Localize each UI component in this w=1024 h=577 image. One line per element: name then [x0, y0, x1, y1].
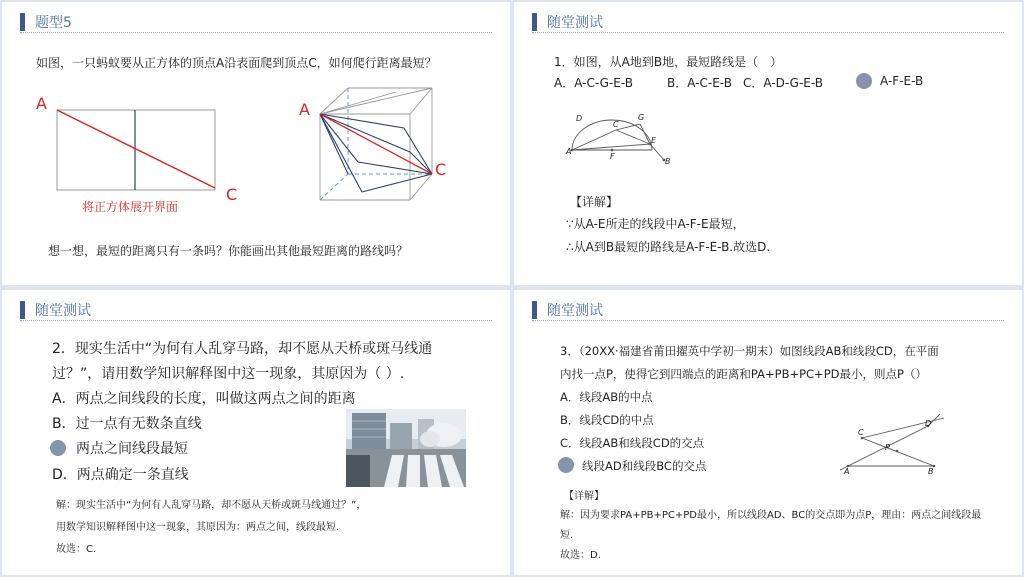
slide-title: 随堂测试 — [35, 303, 91, 319]
option-b: B．线段CD的中点 — [560, 413, 654, 427]
slide-title: 题型5 — [35, 15, 72, 31]
cube-label-c: C — [435, 160, 447, 179]
net-label-c: C — [226, 185, 238, 204]
option-b: B．过一点有无数条直线 — [52, 416, 202, 432]
fig-label-d: D — [925, 419, 932, 428]
slide-cube-problem — [2, 2, 510, 285]
slide-test-2 — [2, 290, 510, 575]
fig-label-f: F — [610, 152, 615, 161]
slide-title: 随堂测试 — [547, 15, 603, 31]
option-a: A．两点之间线段的长度，叫做这两点之间的距离 — [52, 391, 356, 407]
option-d: 线段AD和线段BC的交点 — [582, 459, 707, 473]
cube-label-a: A — [299, 100, 310, 119]
option-b: B．A-C-E-B — [667, 76, 732, 90]
detail-line-1: ∵从A-E所走的线段中A-F-E最短， — [566, 217, 745, 231]
header-accent-bar — [20, 301, 25, 319]
option-d: A-F-E-B — [880, 74, 924, 88]
fig-label-p: P — [885, 443, 890, 452]
question-text: 如图，一只蚂蚁要从正方体的顶点A沿表面爬到顶点C，如何爬行距离最短？ — [36, 56, 437, 70]
fig-label-a: A — [566, 147, 572, 156]
option-c: C．A-D-G-E-B — [743, 76, 824, 90]
question-line-1: 3．（20XX·福建省莆田擢英中学初一期末）如图线段AB和线段CD，在平面 — [560, 344, 939, 358]
explanation-line-1: 解：现实生活中“为何有人乱穿马路，却不愿从天桥或斑马线通过？”， — [56, 500, 367, 511]
detail-line-2: ∴从A到B最短的路线是A-F-E-B.故选D. — [566, 240, 771, 254]
fig-label-e: E — [651, 136, 657, 145]
answer-marker-icon — [50, 440, 66, 456]
option-c: C．线段AB和线段CD的交点 — [560, 436, 705, 450]
option-d: D．两点确定一条直线 — [52, 467, 189, 483]
explanation-line-1: 解：因为要求PA+PB+PC+PD最小，所以线段AD、BC的交点即为点P，理由：两点之间线段最 — [560, 510, 982, 521]
question-line-2: 内找一点P，使得它到四端点的距离和PA+PB+PC+PD最小，则点P（） — [560, 367, 927, 381]
segments-figure — [514, 290, 1022, 575]
fig-label-a: A — [844, 467, 850, 476]
fig-label-c: C — [613, 120, 619, 129]
slide-header — [20, 300, 91, 320]
fig-label-b: B — [665, 157, 671, 166]
explanation-line-2: 短. — [560, 530, 574, 541]
option-a: A．A-C-G-E-B — [554, 76, 633, 90]
net-caption: 将正方体展开界面 — [82, 200, 179, 214]
explanation-line-3: 故选：D. — [560, 550, 601, 561]
question-line-2: 过？”，请用数学知识解释图中这一现象，其原因为（ ）. — [52, 366, 405, 382]
slide-title: 随堂测试 — [547, 303, 603, 319]
option-c: 两点之间线段最短 — [76, 441, 188, 457]
net-label-a: A — [36, 94, 47, 113]
fig-label-c: C — [858, 428, 864, 437]
detail-heading: 【详解】 — [564, 491, 604, 502]
detail-heading: 【详解】 — [570, 195, 619, 209]
street-photo — [346, 409, 466, 487]
fig-label-b: B — [928, 467, 934, 476]
option-a: A．线段AB的中点 — [560, 390, 653, 404]
question-text: 1．如图，从A地到B地，最短路线是（ ） — [554, 55, 783, 69]
explanation-line-2: 用数学知识解释图中这一现象，其原因为：两点之间，线段最短. — [56, 522, 340, 533]
slide-test-1 — [514, 2, 1022, 285]
header-divider — [20, 320, 492, 321]
slide-test-3 — [514, 290, 1022, 575]
explanation-line-3: 故选：C. — [56, 544, 97, 555]
question-line-1: 2．现实生活中“为何有人乱穿马路，却不愿从天桥或斑马线通 — [52, 341, 433, 357]
think-question: 想一想，最短的距离只有一条吗？你能画出其他最短距离的路线吗？ — [48, 244, 409, 258]
fig-label-g: G — [638, 113, 645, 122]
fig-label-d: D — [576, 114, 583, 123]
